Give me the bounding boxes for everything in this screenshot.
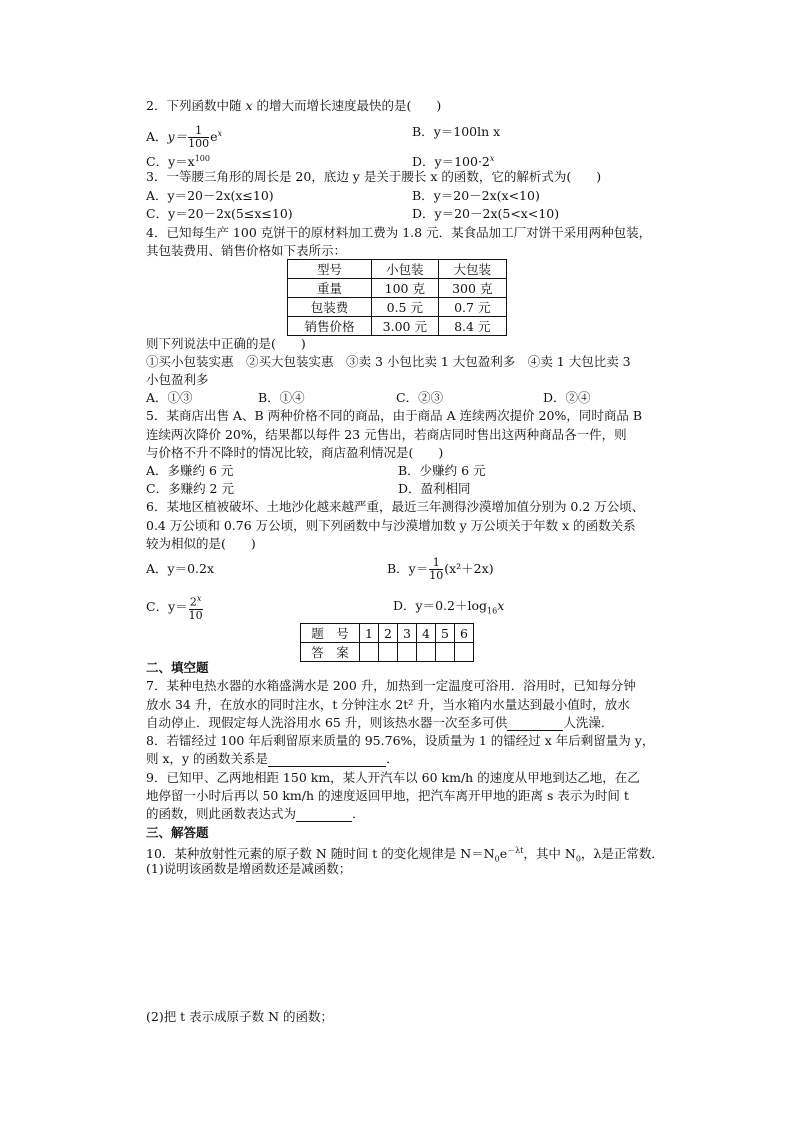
q6-option-c xyxy=(146,592,204,622)
q10-line1d: ，λ是正常数． xyxy=(580,846,664,862)
q2-option-d xyxy=(412,151,494,170)
q10-sup: －λt xyxy=(507,846,524,855)
q10-line1c: ，其中 N xyxy=(523,846,576,862)
q5-option-c: C．多赚约 2 元 xyxy=(146,481,234,496)
q3-stem: 3．一等腰三角形的周长是 20，底边 y 是关于腰长 x 的函数，它的解析式为( ) xyxy=(146,169,602,184)
table-cell: 100 克 xyxy=(372,279,439,298)
section-fill-in-heading: 二、填空题 xyxy=(146,660,209,675)
q2-a-den: 100 xyxy=(188,137,210,151)
q2-stem-a: 2．下列函数中随 xyxy=(146,98,246,113)
q8-line2a: 则 x，y 的函数关系是 xyxy=(146,751,269,766)
table-cell: 包装费 xyxy=(288,298,372,317)
q3-option-a: A．y＝20－2x(x≤10) xyxy=(146,188,274,203)
q2-stem xyxy=(146,98,441,114)
answer-cell[interactable] xyxy=(398,643,417,662)
q9-line3b: ． xyxy=(352,806,365,821)
table-cell: 0.7 元 xyxy=(438,298,506,317)
q4-option-d: D．②④ xyxy=(543,390,591,405)
q8-line2 xyxy=(146,751,399,767)
table-cell: 8.4 元 xyxy=(438,317,506,336)
q6-c-fraction xyxy=(189,593,203,622)
q7-line2: 放水 34 升，在放水的同时注水，t 分钟注水 2t² 升，当水箱内水量达到最小值时，放水 xyxy=(146,697,630,712)
answer-table-answer-row xyxy=(301,643,474,662)
answer-table-label: 答 案 xyxy=(301,643,360,662)
q10-line1b: e xyxy=(499,846,508,862)
q4-line2: 其包装费用、销售价格如下表所示： xyxy=(146,243,347,258)
table-cell: 3.00 元 xyxy=(372,317,439,336)
q10-sub: 0 xyxy=(494,854,500,864)
q6-c-num-sup: x xyxy=(196,594,202,604)
q6-line3: 较为相似的是( ) xyxy=(146,536,256,551)
table-row xyxy=(288,298,507,317)
q9-line1: 9．已知甲、乙两地相距 150 km，某人开汽车以 60 km/h 的速度从甲地到达乙地，在乙 xyxy=(146,770,640,785)
q2-option-b xyxy=(412,124,500,140)
q6-line1: 6．某地区植被破坏、土地沙化越来越严重，最近三年测得沙漠增加值分别为 0.2 万公顷、 xyxy=(146,499,645,514)
q6-b-tail: (x²＋2x) xyxy=(444,561,494,576)
answer-table-number: 4 xyxy=(417,624,436,643)
answer-cell[interactable] xyxy=(360,643,379,662)
table-cell: 300 克 xyxy=(438,279,506,298)
q7-line1: 7．某种电热水器的水箱盛满水是 200 升，加热到一定温度可浴用．浴用时，已知每分钟 xyxy=(146,678,636,693)
q9-line3 xyxy=(146,806,365,822)
q2-option-a xyxy=(146,120,222,151)
q6-option-a: A．y＝0.2x xyxy=(146,561,215,576)
q5-line1: 5．某商店出售 A、B 两种价格不同的商品，由于商品 A 连续两次提价 20%，同时商品 B xyxy=(146,408,643,423)
q10-part1: (1)说明该函数是增函数还是减函数； xyxy=(146,861,352,876)
answer-table-number: 3 xyxy=(398,624,417,643)
q2-option-c xyxy=(146,151,210,170)
q6-d-tail: x xyxy=(497,598,505,613)
q8-line1: 8．若镭经过 100 年后剩留原来质量的 95.76%，设质量为 1 的镭经过 x 年后剩留量为 y， xyxy=(146,733,655,748)
q2-c-label: C． xyxy=(146,154,169,170)
q7-line3a: 自动停止．现假定每人洗浴用水 65 升，则该热水器一次至多可供 xyxy=(146,715,508,730)
q2-b-text: y＝100ln x xyxy=(433,124,501,139)
q2-d-text: y＝100·2 xyxy=(434,154,490,170)
q3-option-c: C．y＝20－2x(5≤x≤10) xyxy=(146,206,293,221)
answer-table-label: 题 号 xyxy=(301,624,360,643)
q5-line3: 与价格不升不降时的情况比较，商店盈利情况是( ) xyxy=(146,445,444,460)
q7-line3 xyxy=(146,715,613,731)
q9-line3a: 的函数，则此函数表达式为 xyxy=(146,806,297,821)
q6-line2: 0.4 万公顷和 0.76 万公顷，则下列函数中与沙漠增加数 y 万公顷关于年数 x 的函数关系 xyxy=(146,518,636,533)
q6-c-label: C．y＝ xyxy=(146,599,188,614)
q2-var: x xyxy=(245,98,253,113)
q6-b-den: 10 xyxy=(429,569,444,582)
q10-sub2: 0 xyxy=(575,854,581,864)
q2-a-y: y＝ xyxy=(167,129,188,145)
answer-table-number: 6 xyxy=(455,624,474,643)
q2-a-sup: x xyxy=(217,129,223,138)
answer-cell[interactable] xyxy=(455,643,474,662)
answer-table-number: 5 xyxy=(436,624,455,643)
answer-table-number: 2 xyxy=(379,624,398,643)
q6-d-sub: 16 xyxy=(487,606,498,616)
table-row xyxy=(288,317,507,336)
q6-c-num xyxy=(189,593,203,610)
table-header-cell: 大包装 xyxy=(438,260,506,279)
q4-option-b: B．①④ xyxy=(258,390,305,405)
table-cell: 销售价格 xyxy=(288,317,372,336)
q9-line2: 地停留一小时后再以 50 km/h 的速度返回甲地，把汽车离开甲地的距离 s 表示为时间 t xyxy=(146,788,629,803)
q3-option-b: B．y＝20－2x(x<10) xyxy=(412,188,540,203)
q4-line1: 4．已知每生产 100 克饼干的原材料加工费为 1.8 元．某食品加工厂对饼干采用两种包装， xyxy=(146,225,652,240)
q4-option-c: C．②③ xyxy=(396,390,444,405)
q2-a-num: 1 xyxy=(188,125,209,138)
q6-d-text: D．y＝0.2＋log xyxy=(393,598,487,613)
q3-option-d: D．y＝20－2x(5<x<10) xyxy=(412,206,560,221)
q4-items-line2: 小包盈利多 xyxy=(146,372,209,387)
answer-table-number: 1 xyxy=(360,624,379,643)
q6-b-fraction xyxy=(429,557,443,582)
q6-c-den: 10 xyxy=(188,608,203,622)
q8-answer-blank[interactable] xyxy=(268,752,386,767)
answer-cell[interactable] xyxy=(379,643,398,662)
q2-d-label: D． xyxy=(412,154,435,170)
q7-answer-blank[interactable] xyxy=(507,716,563,731)
q2-d-sup: x xyxy=(489,154,495,163)
q8-line2b: ． xyxy=(386,751,399,766)
q5-option-d: D．盈利相同 xyxy=(398,481,471,496)
q4-items-line1: ①买小包装实惠 ②买大包装实惠 ③卖 3 小包比卖 1 大包盈利多 ④卖 1 大包比卖 3 xyxy=(146,354,631,369)
q10-part2: (2)把 t 表示成原子数 N 的函数； xyxy=(146,1009,334,1024)
q6-option-d xyxy=(393,598,504,620)
q5-line2: 连续两次降价 20%，结果都以每件 23 元售出，若商店同时售出这两种商品各一件，则 xyxy=(146,427,627,442)
answer-cell[interactable] xyxy=(436,643,455,662)
q10-line1a: 10．某种放射性元素的原子数 N 随时间 t 的变化规律是 N＝N xyxy=(146,846,495,862)
q5-option-a: A．多赚约 6 元 xyxy=(146,463,234,478)
q6-b-num: 1 xyxy=(429,557,443,570)
q5-option-b: B．少赚约 6 元 xyxy=(398,463,486,478)
q2-b-label: B． xyxy=(412,124,434,139)
table-header-cell: 小包装 xyxy=(372,260,439,279)
table-row xyxy=(288,279,507,298)
answer-table-number-row xyxy=(301,624,474,643)
q2-a-fraction xyxy=(188,125,209,150)
table-header-row xyxy=(288,260,507,279)
q4-ask: 则下列说法中正确的是( ) xyxy=(146,336,306,351)
table-header-cell: 型号 xyxy=(288,260,372,279)
q6-option-b xyxy=(387,554,494,584)
packaging-table xyxy=(287,259,507,336)
q2-stem-b: 的增大而增长速度最快的是( ) xyxy=(252,98,442,113)
table-cell: 重量 xyxy=(288,279,372,298)
q7-line3b: 人洗澡． xyxy=(563,715,614,730)
answer-table xyxy=(300,623,474,662)
q6-c-num-base: 2 xyxy=(189,595,197,609)
q4-option-a: A．①③ xyxy=(146,390,193,405)
q9-answer-blank[interactable] xyxy=(296,807,352,822)
q2-c-sup: 100 xyxy=(194,154,210,163)
q6-b-label: B．y＝ xyxy=(387,561,429,576)
table-cell: 0.5 元 xyxy=(372,298,439,317)
q2-a-label: A． xyxy=(146,129,168,145)
section-solve-heading: 三、解答题 xyxy=(146,825,209,840)
q2-a-tail: e xyxy=(210,129,218,145)
q2-c-text: y＝x xyxy=(168,154,195,170)
answer-cell[interactable] xyxy=(417,643,436,662)
